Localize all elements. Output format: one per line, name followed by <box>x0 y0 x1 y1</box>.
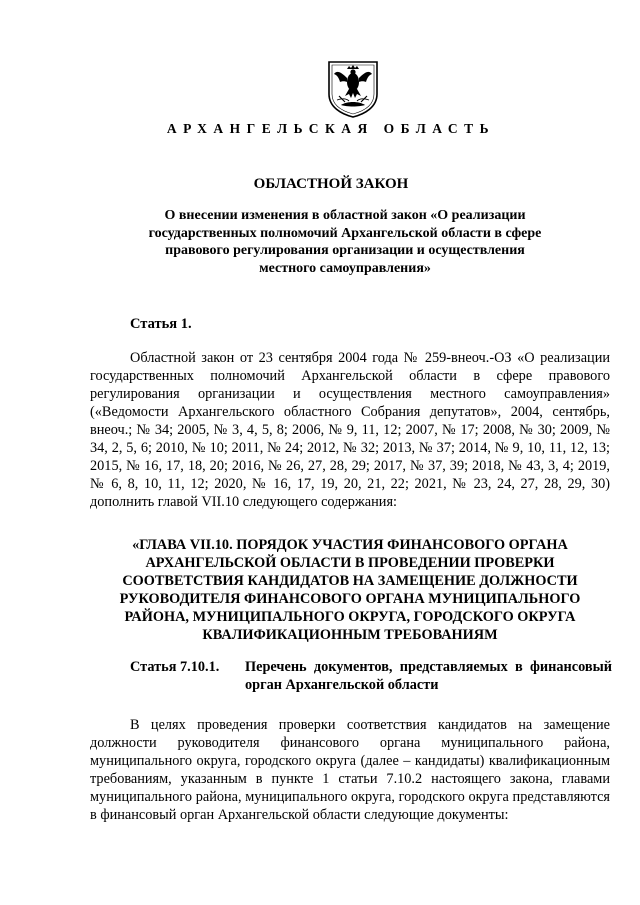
document-title: О внесении изменения в областной закон «О реализации государственных полномочий Архангельской области в сфере правового регулирования организации и осуществления местного самоуправления» <box>148 208 542 276</box>
document-type: ОБЛАСТНОЙ ЗАКОН <box>253 176 409 192</box>
chapter-title: «ГЛАВА VII.10. ПОРЯДОК УЧАСТИЯ ФИНАНСОВОГО ОРГАНА АРХАНГЕЛЬСКОЙ ОБЛАСТИ В ПРОВЕДЕНИИ ПРОВЕРКИ СООТВЕТСТВИЯ КАНДИДАТОВ НА ЗАМЕЩЕНИЕ ДОЛЖНОСТИ РУКОВОДИТЕЛЯ ФИНАНСОВОГО ОРГАНА МУНИЦИПАЛЬНОГО РАЙОНА, МУНИЦИПАЛЬНОГО ОКРУГА, ГОРОДСКОГО ОКРУГА КВАЛИФИКАЦИОННЫМ ТРЕБОВАНИЯМ <box>119 537 581 643</box>
region-name: АРХАНГЕЛЬСКАЯ ОБЛАСТЬ <box>166 121 496 136</box>
article-1-heading: Статья 1. <box>130 316 192 332</box>
article-1-text: Областной закон от 23 сентября 2004 года № 259-внеоч.-ОЗ «О реализации государственных полномочий Архангельской области в сфере правового регулирования организации и осуществления местного самоуправления» («Ведомости Архангельского областного Собрания депутатов», 2004, сентябрь, внеоч.; № 34; 2005, № 3, 4, 5, 8; 2006, № 9, 11, 12; 2007, № 17; 2008, № 30; 2009, № 34, 2, 5, 6; 2010, № 10; 2011, № 24; 2012, № 32; 2013, № 37; 2014, № 9, 10, 11, 12, 13; 2015, № 16, 17, 18, 20; 2016, № 26, 27, 28, 29; 2017, № 37, 39; 2018, № 43, 3, 4; 2019, № 6, 8, 10, 11, 12; 2020, № 16, 17, 19, 20, 21, 22; 2021, № 23, 24, 27, 28, 29, 30) дополнить главой VII.10 следующего содержания: <box>90 350 610 510</box>
coat-of-arms-emblem <box>327 60 379 118</box>
article-7-10-1-text: В целях проведения проверки соответствия кандидатов на замещение должности руководителя финансового органа муниципального района, муниципального округа, городского округа (далее – кандидаты) квалификационным требованиям, указанным в пункте 1 статьи 7.10.2 настоящего закона, главами муниципального района, муниципального округа, городского округа представляются в финансовый орган Архангельской области следующие документы: <box>90 717 610 823</box>
article-7-10-1-title: Перечень документов, представляемых в финансовый орган Архангельской области <box>245 659 612 693</box>
article-7-10-1-number: Статья 7.10.1. <box>130 659 220 675</box>
